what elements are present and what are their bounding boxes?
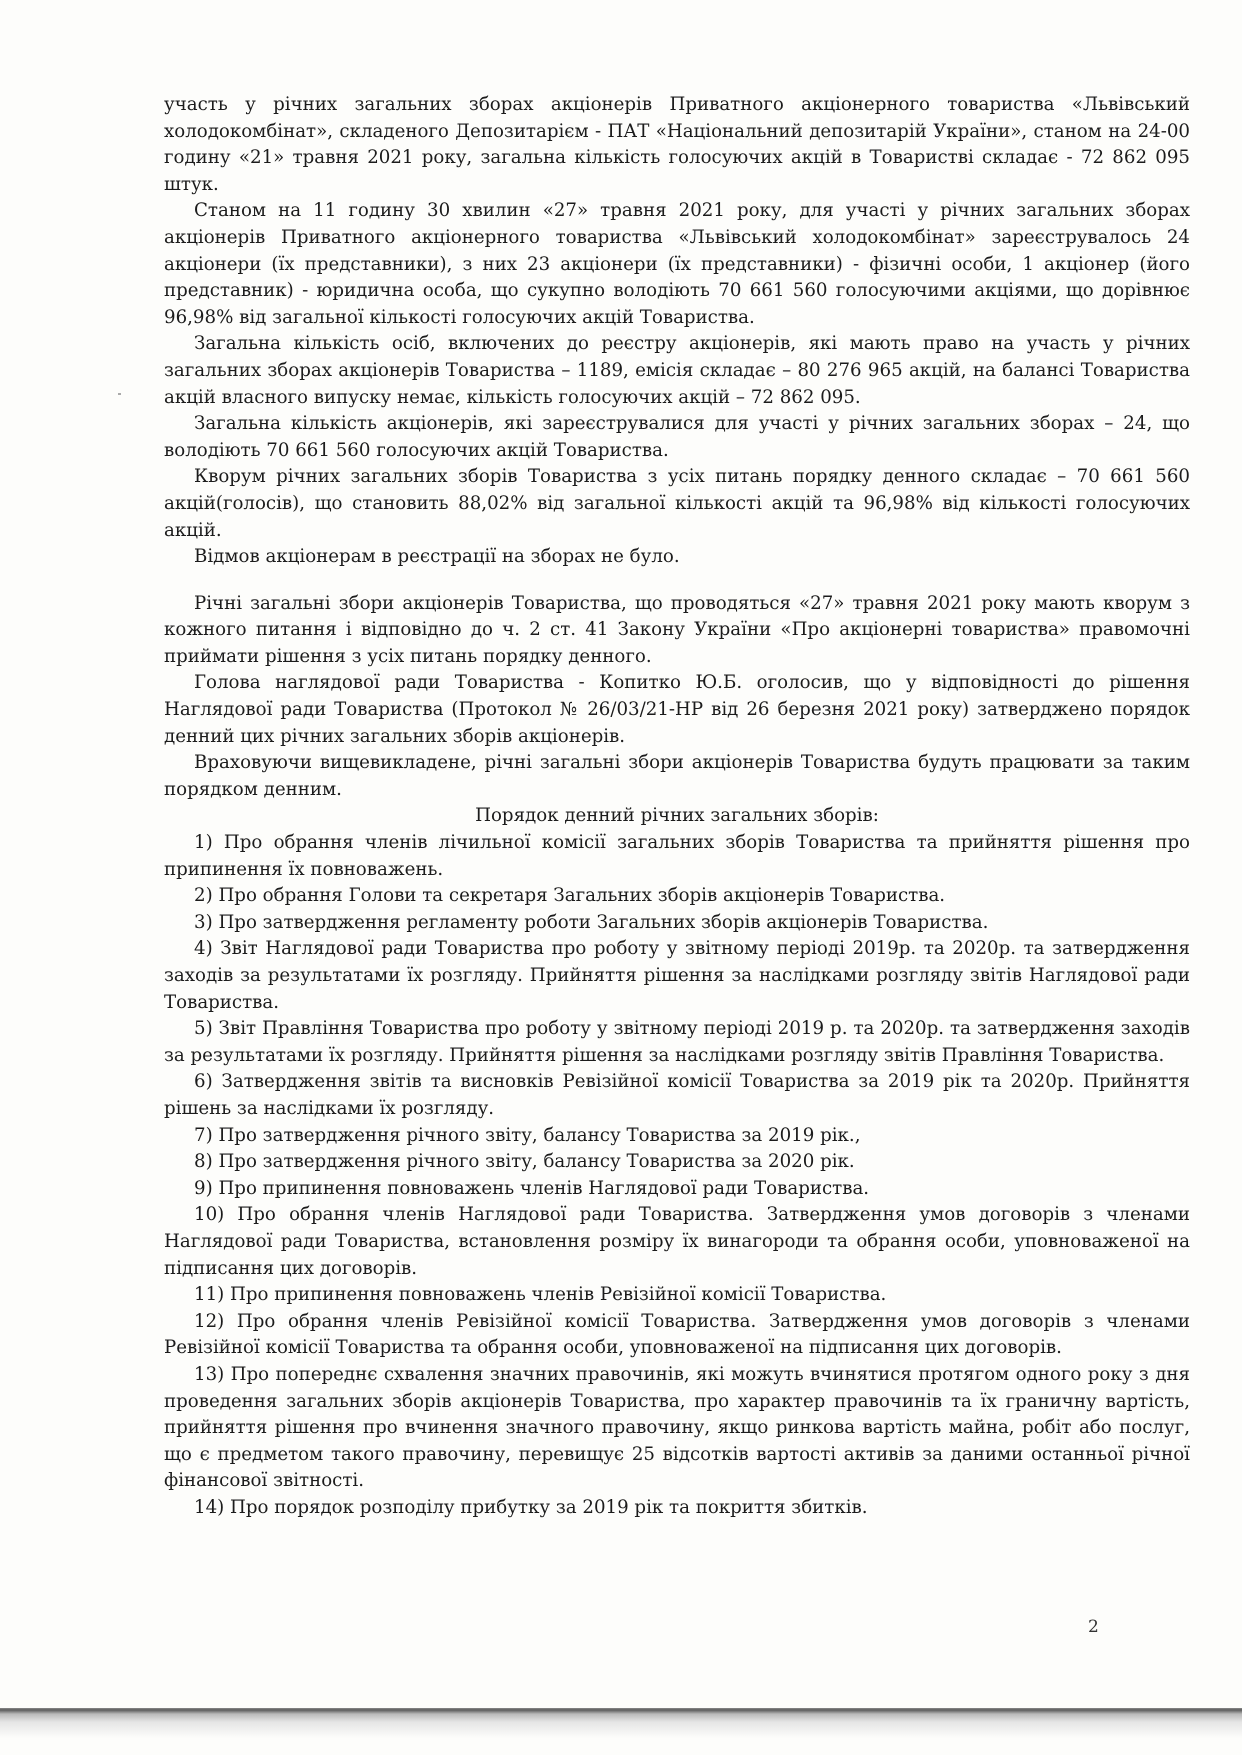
agenda-item: 2) Про обрання Голови та секретаря Загальних зборів акціонерів Товариства.	[194, 885, 946, 907]
agenda-item: 9) Про припинення повноважень членів Наглядової ради Товариства.	[194, 1177, 870, 1199]
paragraph-registered-total: Загальна кількість акціонерів, які зареєструвалися для участі у річних загальних зборах – 24, що володіють 70 661 560 голосуючих акцій Товариства.	[164, 413, 1190, 461]
agenda-item: 5) Звіт Правління Товариства про роботу у звітному періоді 2019 р. та 2020р. та затвердження заходів за результатами їх розгляду. Прийняття рішення за наслідками розгляду звітів Правління Товариства.	[164, 1018, 1190, 1066]
agenda-title: Порядок денний річних загальних зборів:	[475, 805, 879, 827]
paragraph-chairman-statement: Голова наглядової ради Товариства - Копитко Ю.Б. оголосив, що у відповідності до рішення Наглядової ради Товариства (Протокол № 26/03/21-НР від 26 березня 2021 року) затверджено порядок денний цих річних загальних зборів акціонерів.	[164, 672, 1190, 747]
paragraph-meeting-valid: Річні загальні збори акціонерів Товариства, що проводяться «27» травня 2021 року мають кворум з кожного питання і відповідно до ч. 2 ст. 41 Закону України «Про акціонерні товариства» правомочні приймати рішення з усіх питань порядку денного.	[164, 592, 1190, 667]
agenda-item: 14) Про порядок розподілу прибутку за 2019 рік та покриття збитків.	[194, 1496, 868, 1518]
paragraph-no-refusals: Відмов акціонерам в реєстрації на зборах не було.	[194, 546, 680, 568]
paragraph-registration: Станом на 11 годину 30 хвилин «27» травня 2021 року, для участі у річних загальних зборах акціонерів Приватного акціонерного товариства «Львівський холодокомбінат» зареєструвалось 24 акціонери (їх представники), з них 23 акціонери (їх представники) - фізичні особи, 1 акціонер (його представник) - юридична особа, що сукупно володіють 70 661 560 голосуючими акціями, що дорівнює 96,98% від загальної кількості голосуючих акцій Товариства.	[164, 200, 1190, 328]
agenda-list	[164, 830, 1190, 1521]
paragraph-quorum: Кворум річних загальних зборів Товариства з усіх питань порядку денного складає – 70 661 560 акцій(голосів), що становить 88,02% від загальної кількості акцій та 96,98% від кількості голосуючих акцій.	[164, 466, 1190, 541]
agenda-item: 10) Про обрання членів Наглядової ради Товариства. Затвердження умов договорів з членами Наглядової ради Товариства, встановлення розміру їх винагороди та обрання особи, уповноваженої на підписання цих договорів.	[164, 1204, 1190, 1279]
paragraph-considering: Враховуючи вищевикладене, річні загальні збори акціонерів Товариства будуть працювати за таким порядком денним.	[164, 752, 1190, 800]
agenda-item: 7) Про затвердження річного звіту, балансу Товариства за 2019 рік.,	[194, 1124, 861, 1146]
agenda-item: 13) Про попереднє схвалення значних правочинів, які можуть вчинятися протягом одного року з дня проведення загальних зборів акціонерів Товариства, про характер правочинів та їх граничну вартість, прийняття рішення про вчинення значного правочину, якщо ринкова вартість майна, робіт або послуг, що є предметом такого правочину, перевищує 25 відсотків вартості активів за даними останньої річної фінансової звітності.	[164, 1363, 1190, 1492]
agenda-item: 4) Звіт Наглядової ради Товариства про роботу у звітному періоді 2019р. та 2020р. та затвердження заходів за результатами їх розгляду. Прийняття рішення за наслідками розгляду звітів Наглядової ради Товариства.	[164, 938, 1190, 1013]
document-page	[164, 92, 1190, 1521]
agenda-item: 6) Затвердження звітів та висновків Ревізійної комісії Товариства за 2019 рік та 2020р. Прийняття рішень за наслідками їх розгляду.	[164, 1071, 1190, 1119]
agenda-item: 1) Про обрання членів лічильної комісії загальних зборів Товариства та прийняття рішення про припинення їх повноважень.	[164, 832, 1190, 880]
agenda-item: 8) Про затвердження річного звіту, балансу Товариства за 2020 рік.	[194, 1151, 855, 1173]
paragraph-shareholders-count: Загальна кількість осіб, включених до реєстру акціонерів, які мають право на участь у річних загальних зборах акціонерів Товариства – 1189, емісія складає – 80 276 965 акцій, на балансі Товариства акцій власного випуску немає, кількість голосуючих акцій – 72 862 095.	[164, 333, 1190, 408]
scan-speck	[118, 393, 121, 395]
agenda-item: 12) Про обрання членів Ревізійної комісії Товариства. Затвердження умов договорів з членами Ревізійної комісії Товариства та обрання особи, уповноваженої на підписання цих договорів.	[164, 1310, 1190, 1359]
agenda-item: 3) Про затвердження регламенту роботи Загальних зборів акціонерів Товариства.	[194, 911, 989, 933]
scan-bottom-edge	[0, 1708, 1242, 1755]
paragraph-continuation: участь у річних загальних зборах акціонерів Приватного акціонерного товариства «Львівський холодокомбінат», складеного Депозитарієм - ПАТ «Національний депозитарій України», станом на 24-00 годину «21» травня 2021 року, загальна кількість голосуючих акцій в Товаристві складає - 72 862 095 штук.	[164, 94, 1190, 195]
paragraph-gap	[164, 571, 1190, 591]
agenda-item: 11) Про припинення повноважень членів Ревізійної комісії Товариства.	[194, 1284, 887, 1306]
page-number: 2	[1088, 1617, 1099, 1637]
